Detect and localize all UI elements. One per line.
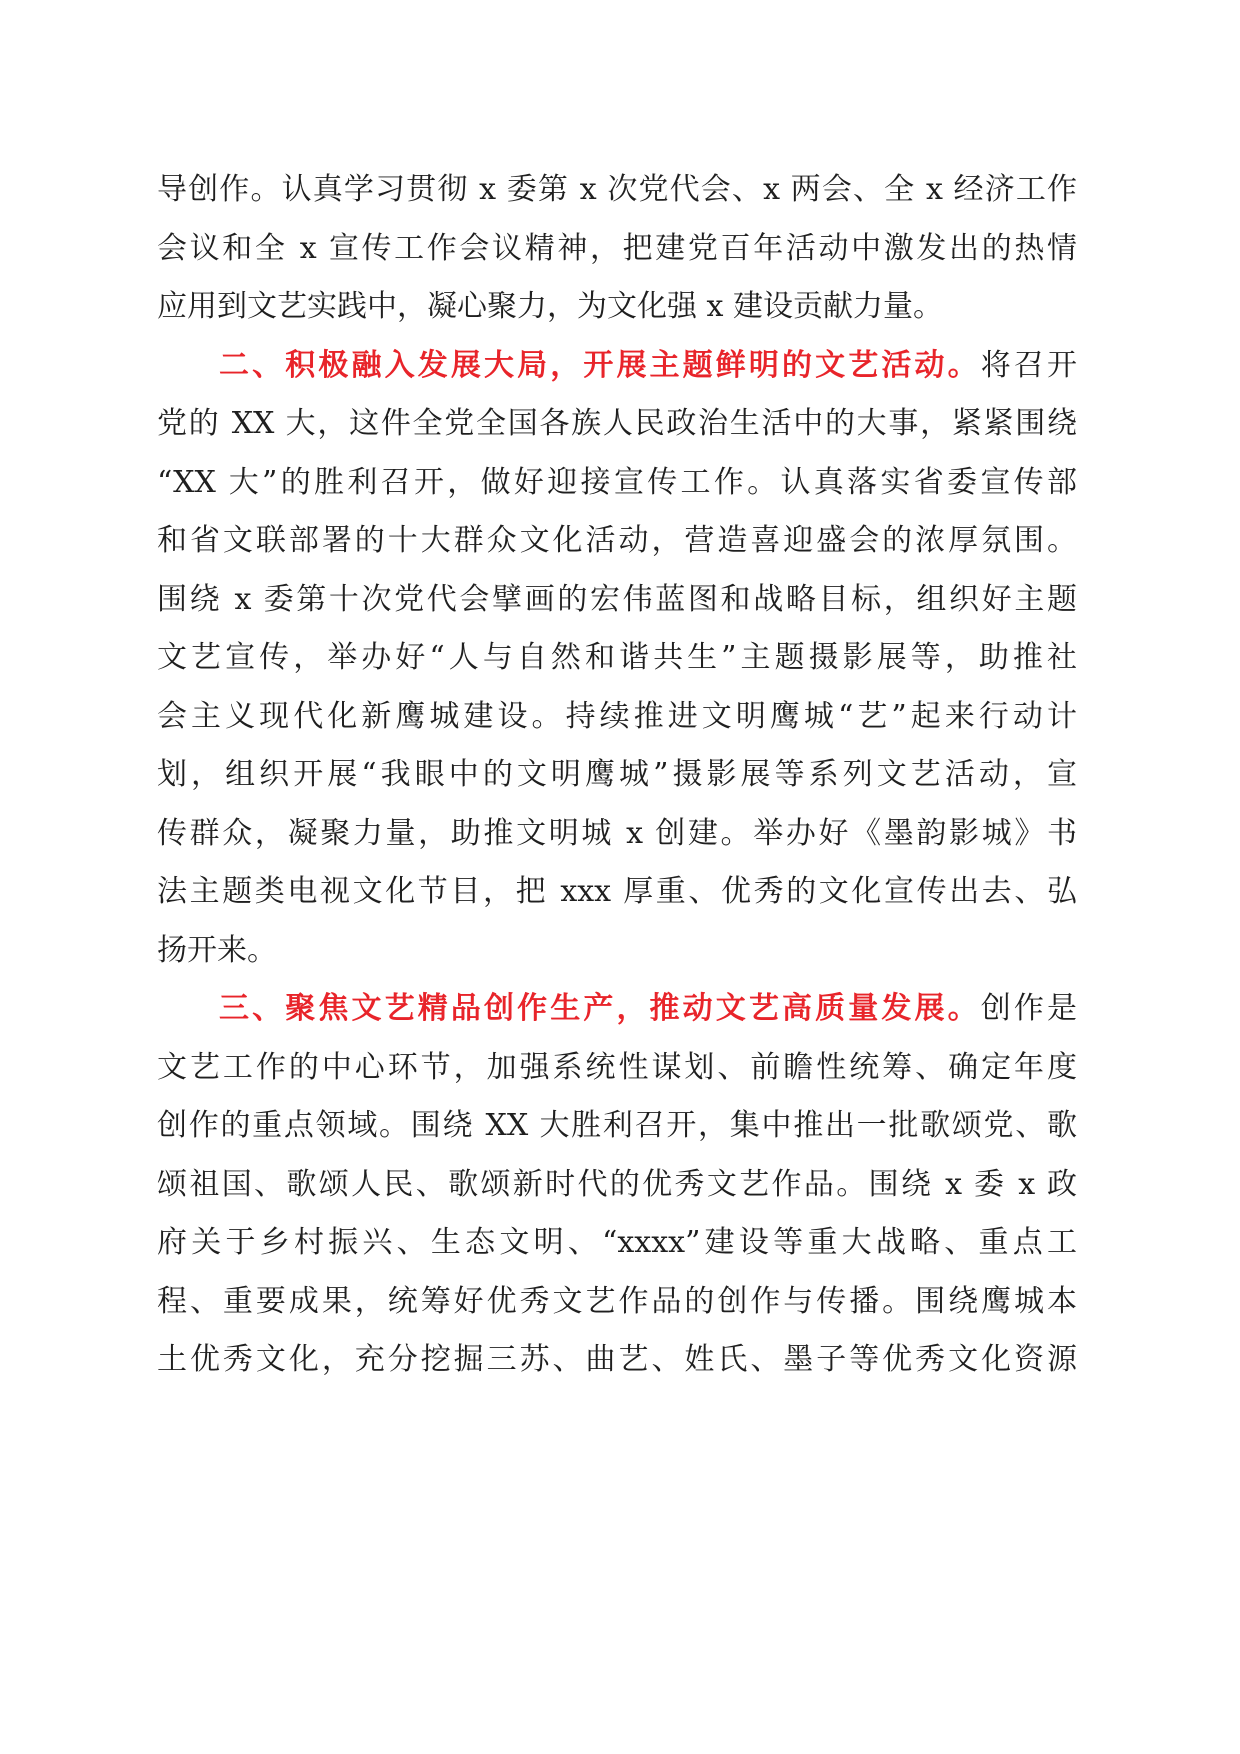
text-line: 法主题类电视文化节目，把 xxx 厚重、优秀的文化宣传出去、弘	[157, 874, 1077, 909]
section-heading-line	[219, 984, 1077, 1034]
section-heading: 三、聚焦文艺精品创作生产，推动文艺高质量发展。	[219, 991, 981, 1026]
text-line: 传群众，凝聚力量，助推文明城 x 创建。举办好《墨韵影城》书	[157, 816, 1077, 851]
heading-line-rest: 将召开	[980, 348, 1078, 383]
text-line: 导创作。认真学习贯彻 x 委第 x 次党代会、x 两会、全 x 经济工作	[157, 172, 1077, 207]
text-line: 程、重要成果，统筹好优秀文艺作品的创作与传播。围绕鹰城本	[157, 1284, 1077, 1319]
text-line: 土优秀文化，充分挖掘三苏、曲艺、姓氏、墨子等优秀文化资源	[157, 1342, 1077, 1377]
text-line: 颂祖国、歌颂人民、歌颂新时代的优秀文艺作品。围绕 x 委 x 政	[157, 1167, 1077, 1202]
heading-line-rest: 创作是	[980, 991, 1078, 1026]
text-line: 文艺宣传，举办好“人与自然和谐共生”主题摄影展等，助推社	[157, 640, 1077, 675]
text-line: 扬开来。	[157, 933, 277, 968]
text-line: 和省文联部署的十大群众文化活动，营造喜迎盛会的浓厚氛围。	[157, 523, 1077, 558]
section-heading-line	[219, 341, 1077, 391]
text-line: 应用到文艺实践中，凝心聚力，为文化强 x 建设贡献力量。	[157, 289, 943, 324]
text-line: 会主义现代化新鹰城建设。持续推进文明鹰城“艺”起来行动计	[157, 699, 1077, 734]
text-line: 文艺工作的中心环节，加强系统性谋划、前瞻性统筹、确定年度	[157, 1050, 1077, 1085]
section-heading: 二、积极融入发展大局，开展主题鲜明的文艺活动。	[219, 348, 981, 383]
text-line: “XX 大”的胜利召开，做好迎接宣传工作。认真落实省委宣传部	[157, 465, 1077, 500]
text-line: 划，组织开展“我眼中的文明鹰城”摄影展等系列文艺活动，宣	[157, 757, 1077, 792]
text-line: 创作的重点领域。围绕 XX 大胜利召开，集中推出一批歌颂党、歌	[157, 1108, 1077, 1143]
text-line: 党的 XX 大，这件全党全国各族人民政治生活中的大事，紧紧围绕	[157, 406, 1077, 441]
text-line: 围绕 x 委第十次党代会擘画的宏伟蓝图和战略目标，组织好主题	[157, 582, 1077, 617]
text-line: 府关于乡村振兴、生态文明、“xxxx”建设等重大战略、重点工	[157, 1225, 1077, 1260]
text-line: 会议和全 x 宣传工作会议精神，把建党百年活动中激发出的热情	[157, 231, 1077, 266]
